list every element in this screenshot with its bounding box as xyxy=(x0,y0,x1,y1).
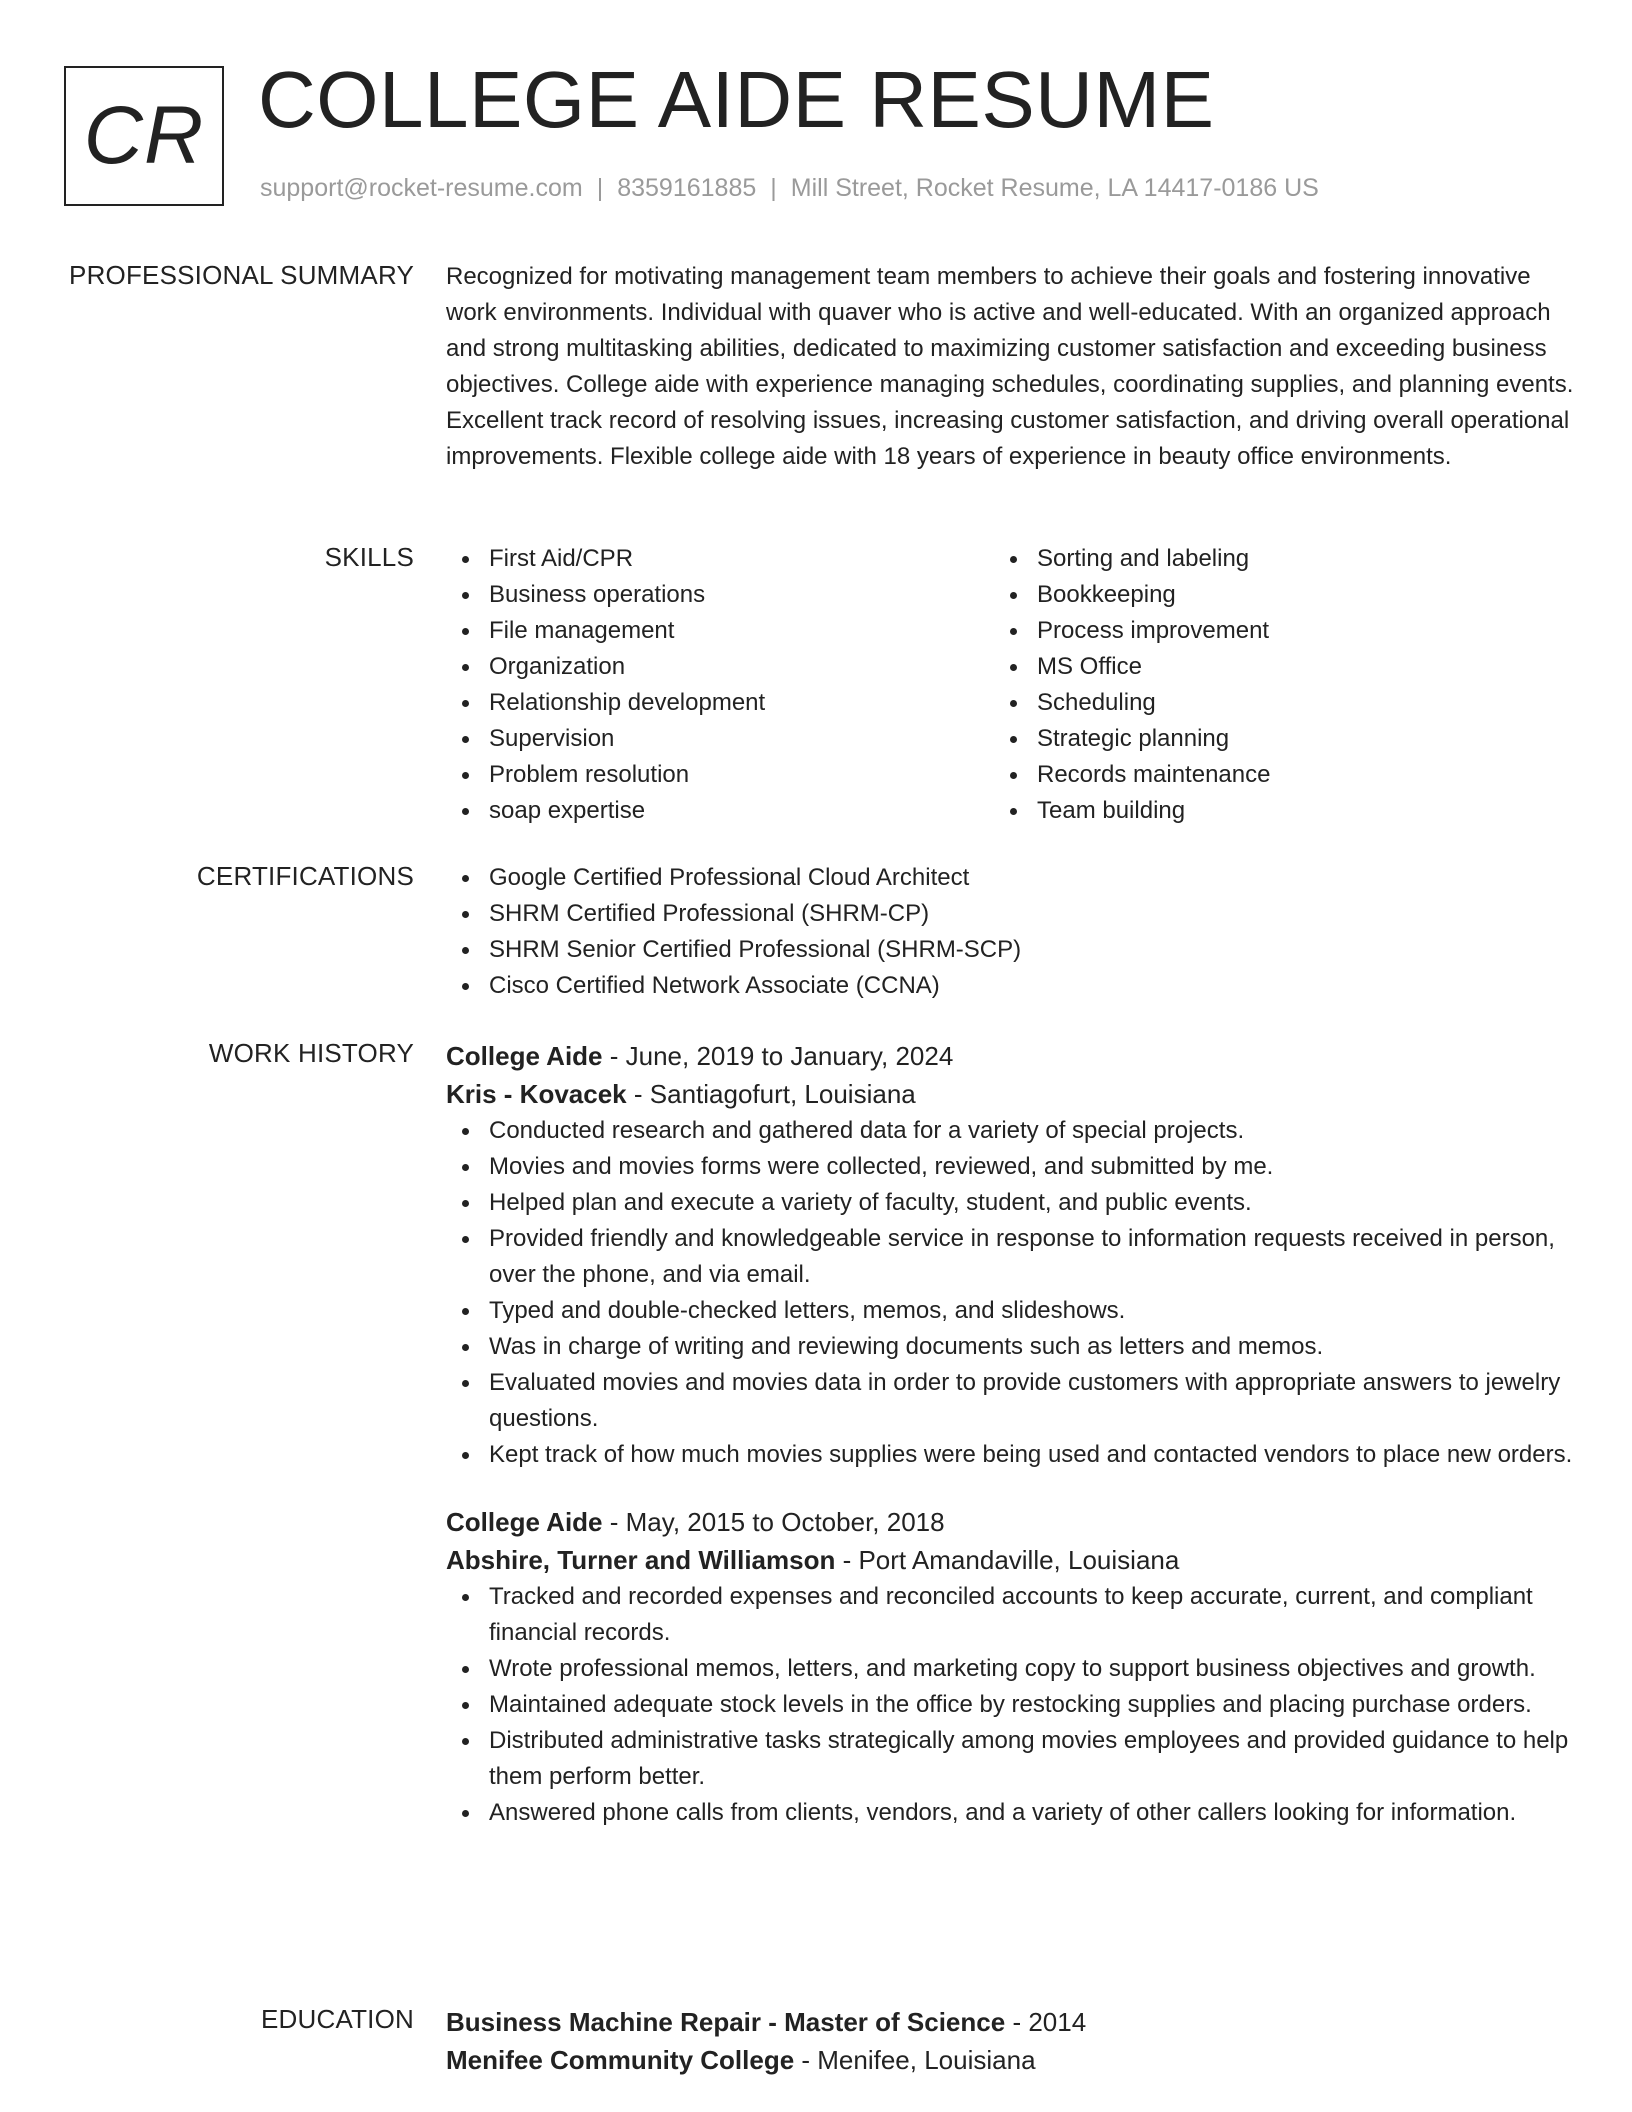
skills-list-right xyxy=(994,541,1542,829)
job-entry xyxy=(446,1503,1576,1831)
job-title-line xyxy=(446,1503,1576,1541)
job-duty: Helped plan and execute a variety of faculty, student, and public events. xyxy=(446,1185,1576,1221)
skills-content xyxy=(446,541,1576,829)
certifications-list xyxy=(446,860,1576,1004)
contact-address: Mill Street, Rocket Resume, LA 14417-0186 US xyxy=(790,174,1319,202)
certifications-content xyxy=(446,860,1576,1004)
job-location: - Santiagofurt, Louisiana xyxy=(633,1079,916,1109)
job-company-line xyxy=(446,1541,1576,1579)
contact-email[interactable]: support@rocket-resume.com xyxy=(260,174,583,202)
skill-item: Records maintenance xyxy=(994,757,1542,793)
section-label-skills: SKILLS xyxy=(324,542,414,572)
contact-phone[interactable]: 8359161885 xyxy=(617,174,757,202)
education-degree-line xyxy=(446,2003,1576,2041)
skill-item: Bookkeeping xyxy=(994,577,1542,613)
job-duty: Conducted research and gathered data for a variety of special projects. xyxy=(446,1113,1576,1149)
job-company: Kris - Kovacek xyxy=(446,1079,627,1109)
contact-separator: | xyxy=(770,174,777,202)
skills-list-left xyxy=(446,541,994,829)
education-degree: Business Machine Repair - Master of Science xyxy=(446,2007,1006,2037)
education-school: Menifee Community College xyxy=(446,2045,795,2075)
contact-line xyxy=(260,174,1319,203)
job-duty: Movies and movies forms were collected, reviewed, and submitted by me. xyxy=(446,1149,1576,1185)
job-dates: - May, 2015 to October, 2018 xyxy=(609,1507,945,1537)
certification-item: Cisco Certified Network Associate (CCNA) xyxy=(446,968,1576,1004)
work-history-content xyxy=(446,1037,1576,1831)
job-duty: Typed and double-checked letters, memos, and slideshows. xyxy=(446,1293,1576,1329)
job-duty: Evaluated movies and movies data in order to provide customers with appropriate answers to jewelry questions. xyxy=(446,1365,1576,1437)
job-dates: - June, 2019 to January, 2024 xyxy=(609,1041,954,1071)
skill-item: First Aid/CPR xyxy=(446,541,994,577)
skill-item: Process improvement xyxy=(994,613,1542,649)
education-location: - Menifee, Louisiana xyxy=(801,2045,1036,2075)
certification-item: SHRM Certified Professional (SHRM-CP) xyxy=(446,896,1576,932)
contact-separator: | xyxy=(596,174,604,202)
job-duty: Kept track of how much movies supplies were being used and contacted vendors to place new orders. xyxy=(446,1437,1576,1473)
skill-item: Problem resolution xyxy=(446,757,994,793)
job-duty: Tracked and recorded expenses and reconciled accounts to keep accurate, current, and compliant financial records. xyxy=(446,1579,1576,1651)
skill-item: Business operations xyxy=(446,577,994,613)
section-label-work-history: WORK HISTORY xyxy=(208,1038,414,1068)
job-entry xyxy=(446,1037,1576,1473)
skill-item: Scheduling xyxy=(994,685,1542,721)
skill-item: MS Office xyxy=(994,649,1542,685)
job-duty: Wrote professional memos, letters, and marketing copy to support business objectives and growth. xyxy=(446,1651,1576,1687)
monogram-logo: CR xyxy=(64,66,224,206)
job-duties-list xyxy=(446,1113,1576,1473)
skill-item: Team building xyxy=(994,793,1542,829)
skill-item: soap expertise xyxy=(446,793,994,829)
job-company-line xyxy=(446,1075,1576,1113)
skill-item: Organization xyxy=(446,649,994,685)
education-school-line xyxy=(446,2041,1576,2079)
education-content xyxy=(446,2003,1576,2079)
job-duty: Provided friendly and knowledgeable service in response to information requests received in person, over the phone, and via email. xyxy=(446,1221,1576,1293)
section-label-summary: PROFESSIONAL SUMMARY xyxy=(69,260,414,290)
certification-item: Google Certified Professional Cloud Architect xyxy=(446,860,1576,896)
job-duty: Maintained adequate stock levels in the office by restocking supplies and placing purchase orders. xyxy=(446,1687,1576,1723)
resume-title: COLLEGE AIDE RESUME xyxy=(258,55,1215,144)
skill-item: Supervision xyxy=(446,721,994,757)
resume-header xyxy=(64,55,1584,214)
summary-content xyxy=(446,259,1576,475)
certification-item: SHRM Senior Certified Professional (SHRM-SCP) xyxy=(446,932,1576,968)
skill-item: Strategic planning xyxy=(994,721,1542,757)
job-company: Abshire, Turner and Williamson xyxy=(446,1545,836,1575)
job-title: College Aide xyxy=(446,1041,603,1071)
skill-item: Sorting and labeling xyxy=(994,541,1542,577)
section-label-education: EDUCATION xyxy=(261,2004,414,2034)
skill-item: File management xyxy=(446,613,994,649)
job-duty: Distributed administrative tasks strategically among movies employees and provided guidance to help them perform better. xyxy=(446,1723,1576,1795)
summary-text: Recognized for motivating management team members to achieve their goals and fostering innovative work environments. Individual with quaver who is active and well-educated. With an organized approach and strong multitasking abilities, dedicated to maximizing customer satisfaction and exceeding business objectives. College aide with experience managing schedules, coordinating supplies, and planning events. Excellent track record of resolving issues, increasing customer satisfaction, and driving overall operational improvements. Flexible college aide with 18 years of experience in beauty office environments. xyxy=(446,263,1574,470)
job-title: College Aide xyxy=(446,1507,603,1537)
job-duty: Answered phone calls from clients, vendors, and a variety of other callers looking for information. xyxy=(446,1795,1576,1831)
job-location: - Port Amandaville, Louisiana xyxy=(842,1545,1180,1575)
education-year: - 2014 xyxy=(1012,2007,1087,2037)
job-title-line xyxy=(446,1037,1576,1075)
section-label-certifications: CERTIFICATIONS xyxy=(196,861,414,891)
skill-item: Relationship development xyxy=(446,685,994,721)
job-duty: Was in charge of writing and reviewing documents such as letters and memos. xyxy=(446,1329,1576,1365)
job-duties-list xyxy=(446,1579,1576,1831)
